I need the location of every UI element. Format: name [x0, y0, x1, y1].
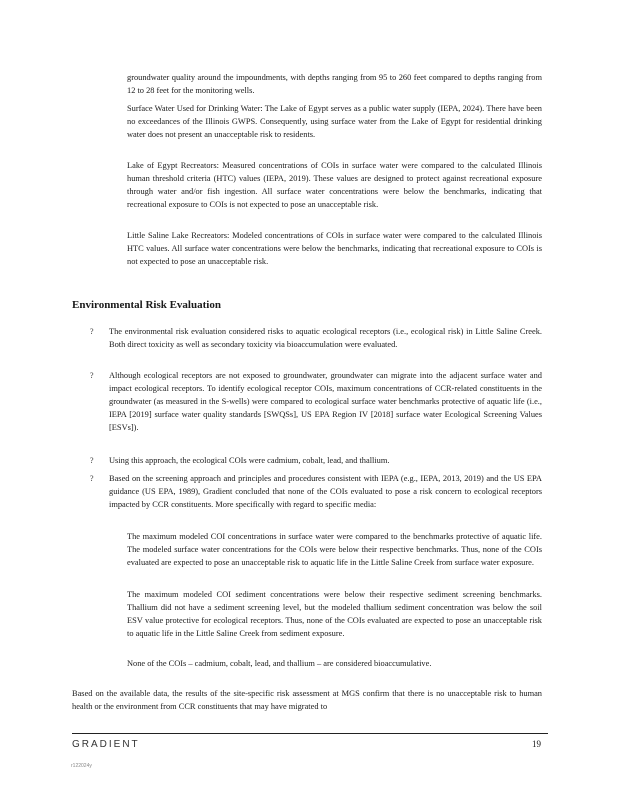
footer-rule	[72, 733, 548, 734]
sub-bullet-2: The maximum modeled COI sediment concentrations were below their respective sediment screening benchmarks. Thallium did not have a sediment screening level, but the modeled thallium sediment concentration was below the soil ESV value protective for ecological receptors. Thus, none of the COIs evaluated are expected to pose an unacceptable risk to aquatic life in the Little Saline Creek from sediment exposure.	[127, 590, 542, 638]
eco-bullet-1: The environmental risk evaluation considered risks to aquatic ecological receptors (i.e., ecological risk) in Little Saline Creek. Both direct toxicity as well as secondary toxicity via bioaccumulation were evaluated.	[109, 327, 542, 349]
sub-bullet-3: None of the COIs – cadmium, cobalt, lead, and thallium – are considered bioaccumulative.	[127, 659, 432, 668]
gradient-logo: GRADIENT	[72, 739, 140, 750]
question-bullet-icon: ?	[90, 474, 94, 483]
eco-bullet-2: Although ecological receptors are not exposed to groundwater, groundwater can migrate into the adjacent surface water and impact ecological receptors. To identify ecological receptor COIs, maximum concentrations of CCR-related constituents in the groundwater (as measured in the S-wells) were compared to ecological surface water benchmarks protective of aquatic life (i.e., IEPA [2019] surface water quality standards [SWQSs], US EPA Region IV [2018] surface water Ecological Screening Values [ESVs]).	[109, 371, 542, 432]
intro-paragraph: groundwater quality around the impoundments, with depths ranging from 95 to 260 feet compared to depths ranging from 12 to 28 feet for the monitoring wells.	[127, 73, 542, 95]
human-bullet-1: Surface Water Used for Drinking Water: The Lake of Egypt serves as a public water supply (IEPA, 2024). There have been no exceedances of the Illinois GWPS. Consequently, using surface water from the Lake of Egypt for residential drinking water does not present an unacceptable risk to residents.	[127, 104, 542, 139]
human-bullet-2: Lake of Egypt Recreators: Measured concentrations of COIs in surface water were compared to the calculated Illinois human threshold criteria (HTC) values (IEPA, 2019). These values are designed to protect against recreational exposure through water and/or fish ingestion. All surface water concentrations were below the benchmarks, indicating that recreational exposure to COIs is not expected to pose an unacceptable risk.	[127, 161, 542, 209]
eco-bullet-4: Based on the screening approach and principles and procedures consistent with IEPA (e.g., IEPA, 2013, 2019) and the US EPA guidance (US EPA, 1989), Gradient concluded that none of the COIs evaluated to pose a risk concern to ecological receptors impacted by CCR constituents. More specifically with regard to specific media:	[109, 474, 542, 509]
sub-bullet-1: The maximum modeled COI concentrations in surface water were compared to the benchmarks protective of aquatic life. The modeled surface water concentrations for the COIs were below their respective benchmarks. Thus, none of the COIs evaluated are expected to pose an unacceptable risk to aquatic life in the Little Saline Creek from surface water exposure.	[127, 532, 542, 567]
question-bullet-icon: ?	[90, 371, 94, 380]
section-heading: Environmental Risk Evaluation	[72, 299, 221, 311]
question-bullet-icon: ?	[90, 456, 94, 465]
page-number: 19	[532, 739, 541, 749]
closing-paragraph: Based on the available data, the results of the site-specific risk assessment at MGS confirm that there is no unacceptable risk to human health or the environment from CCR constituents that may have migrated to	[72, 689, 542, 711]
human-bullet-3: Little Saline Lake Recreators: Modeled concentrations of COIs in surface water were compared to the calculated Illinois HTC values. All surface water concentrations were below the benchmarks, indicating that recreational exposure to COIs is not expected to pose an unacceptable risk.	[127, 231, 542, 266]
eco-bullet-3: Using this approach, the ecological COIs were cadmium, cobalt, lead, and thallium.	[109, 456, 390, 465]
document-id: r122024y	[71, 763, 92, 769]
question-bullet-icon: ?	[90, 327, 94, 336]
